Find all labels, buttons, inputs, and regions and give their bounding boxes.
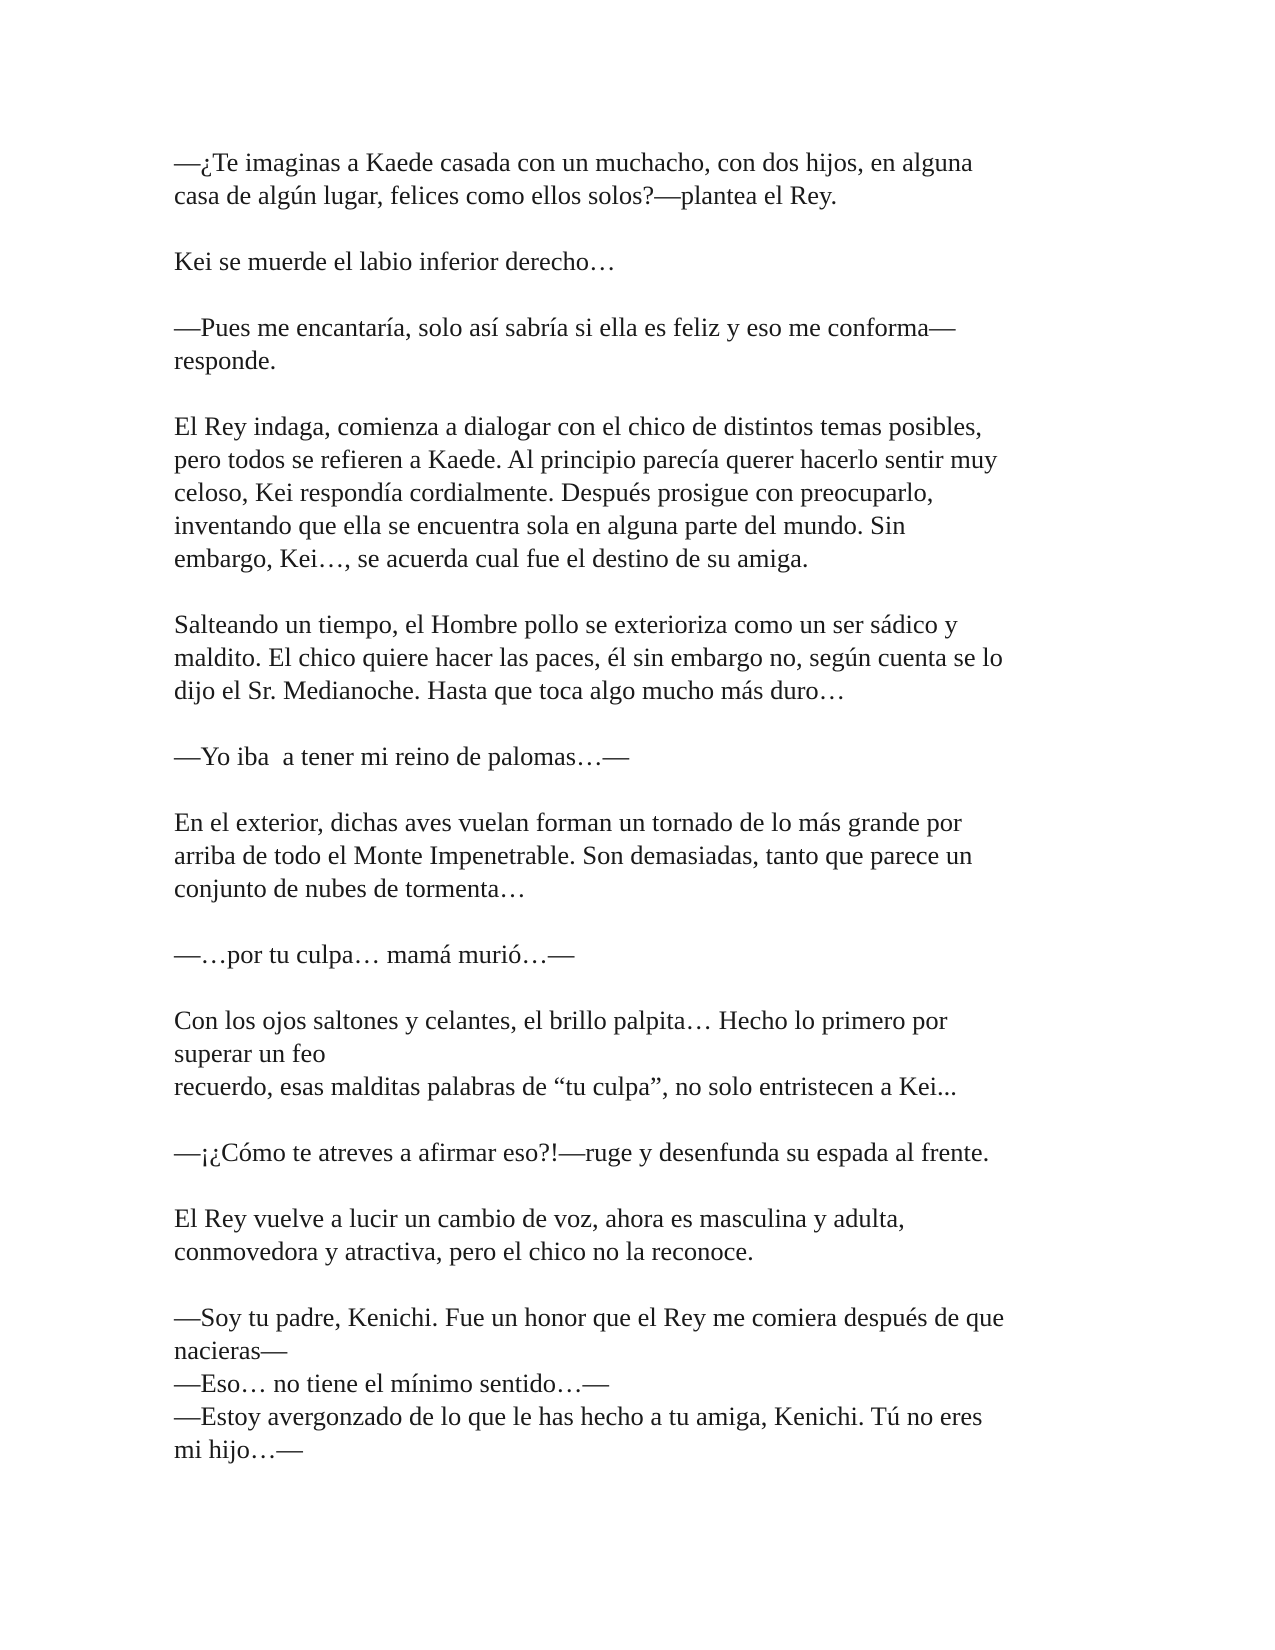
- text-line: mi hijo…—: [174, 1434, 303, 1464]
- text-line: conjunto de nubes de tormenta…: [174, 873, 526, 903]
- paragraph-7: [174, 806, 1114, 905]
- paragraph-6: [174, 740, 1114, 773]
- text-line: —¡¿Cómo te atreves a afirmar eso?!—ruge y desenfunda su espada al frente.: [174, 1137, 990, 1167]
- text-line: —Yo iba a tener mi reino de palomas…—: [174, 741, 630, 771]
- text-line: Kei se muerde el labio inferior derecho…: [174, 246, 616, 276]
- text-line: superar un feo: [174, 1038, 326, 1068]
- paragraph-3: [174, 311, 1114, 377]
- text-line: pero todos se refieren a Kaede. Al principio parecía querer hacerlo sentir muy: [174, 444, 998, 474]
- text-line: —Soy tu padre, Kenichi. Fue un honor que el Rey me comiera después de que: [174, 1302, 1005, 1332]
- paragraph-1: [174, 146, 1114, 212]
- text-line: —Estoy avergonzado de lo que le has hecho a tu amiga, Kenichi. Tú no eres: [174, 1401, 983, 1431]
- text-line: casa de algún lugar, felices como ellos solos?—plantea el Rey.: [174, 180, 838, 210]
- text-line: nacieras—: [174, 1335, 288, 1365]
- paragraph-9: [174, 1004, 1114, 1103]
- text-line: dijo el Sr. Medianoche. Hasta que toca algo mucho más duro…: [174, 675, 846, 705]
- text-line: En el exterior, dichas aves vuelan forman un tornado de lo más grande por: [174, 807, 962, 837]
- text-line: conmovedora y atractiva, pero el chico no la reconoce.: [174, 1236, 754, 1266]
- text-line: Salteando un tiempo, el Hombre pollo se exterioriza como un ser sádico y: [174, 609, 958, 639]
- paragraph-10: [174, 1136, 1114, 1169]
- paragraph-12: [174, 1301, 1114, 1466]
- text-line: El Rey indaga, comienza a dialogar con el chico de distintos temas posibles,: [174, 411, 983, 441]
- text-line: maldito. El chico quiere hacer las paces, él sin embargo no, según cuenta se lo: [174, 642, 1003, 672]
- paragraph-4: [174, 410, 1114, 575]
- paragraph-8: [174, 938, 1114, 971]
- document-body: [174, 146, 1114, 1466]
- text-line: celoso, Kei respondía cordialmente. Después prosigue con preocuparlo,: [174, 477, 934, 507]
- text-line: Con los ojos saltones y celantes, el brillo palpita… Hecho lo primero por: [174, 1005, 948, 1035]
- text-line: —¿Te imaginas a Kaede casada con un muchacho, con dos hijos, en alguna: [174, 147, 973, 177]
- text-line: responde.: [174, 345, 277, 375]
- text-line: recuerdo, esas malditas palabras de “tu culpa”, no solo entristecen a Kei...: [174, 1071, 957, 1101]
- text-line: —…por tu culpa… mamá murió…—: [174, 939, 575, 969]
- text-line: arriba de todo el Monte Impenetrable. Son demasiadas, tanto que parece un: [174, 840, 973, 870]
- paragraph-5: [174, 608, 1114, 707]
- paragraph-2: [174, 245, 1114, 278]
- paragraph-11: [174, 1202, 1114, 1268]
- text-line: —Eso… no tiene el mínimo sentido…—: [174, 1368, 609, 1398]
- text-line: inventando que ella se encuentra sola en alguna parte del mundo. Sin: [174, 510, 906, 540]
- text-line: —Pues me encantaría, solo así sabría si ella es feliz y eso me conforma—: [174, 312, 956, 342]
- text-line: El Rey vuelve a lucir un cambio de voz, ahora es masculina y adulta,: [174, 1203, 905, 1233]
- text-line: embargo, Kei…, se acuerda cual fue el destino de su amiga.: [174, 543, 809, 573]
